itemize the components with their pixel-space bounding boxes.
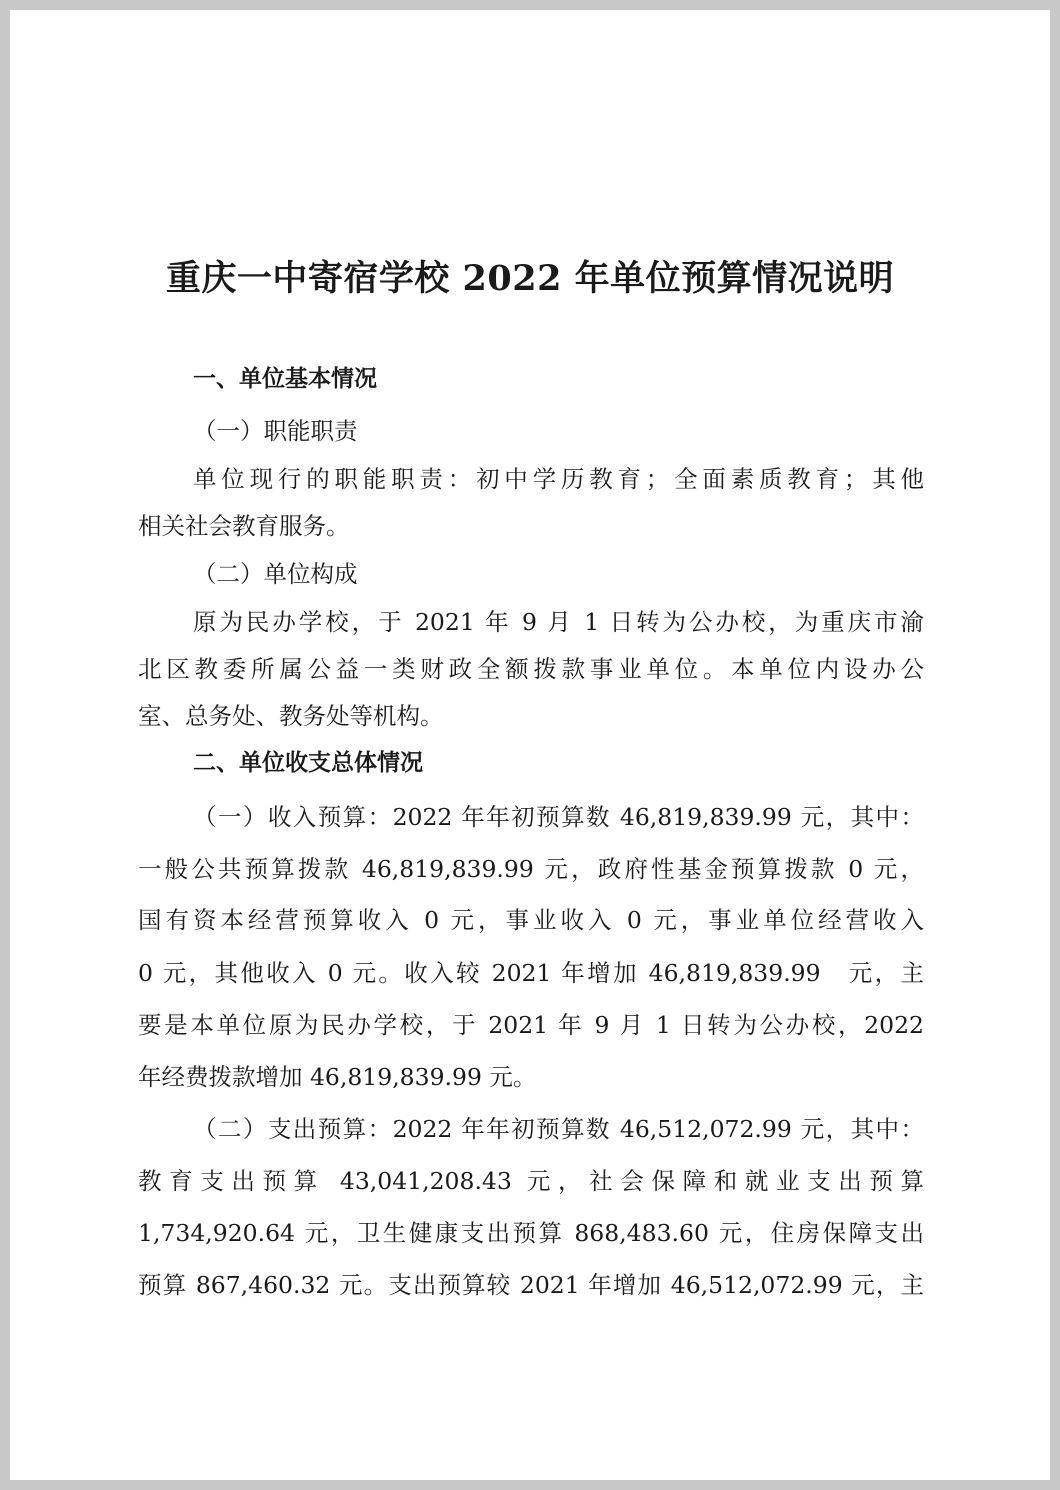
paragraph-line: 1,734,920.64 元，卫生健康支出预算 868,483.60 元，住房保障支出: [138, 1219, 924, 1247]
paragraph-line: 教育支出预算 43,041,208.43 元，社会保障和就业支出预算: [138, 1167, 924, 1195]
paragraph-line: 一般公共预算拨款 46,819,839.99 元，政府性基金预算拨款 0 元，: [138, 855, 924, 883]
paragraph-line: 要是本单位原为民办学校，于 2021 年 9 月 1 日转为公办校，2022: [138, 1011, 924, 1039]
subsection-heading-composition: （二）单位构成: [193, 560, 358, 588]
paragraph-line: 相关社会教育服务。: [138, 512, 350, 540]
paragraph-line: 室、总务处、教务处等机构。: [138, 702, 444, 730]
section-heading-1: 一、单位基本情况: [193, 366, 377, 392]
paragraph-line: 0 元，其他收入 0 元。收入较 2021 年增加 46,819,839.99 元，主: [138, 959, 924, 987]
paragraph-line: （一）收入预算：2022 年年初预算数 46,819,839.99 元，其中：: [193, 803, 924, 831]
paragraph-line: 原为民办学校，于 2021 年 9 月 1 日转为公办校，为重庆市渝: [193, 608, 924, 636]
section-heading-2: 二、单位收支总体情况: [193, 750, 423, 776]
paragraph-line: （二）支出预算：2022 年年初预算数 46,512,072.99 元，其中：: [193, 1115, 924, 1143]
document-page: [10, 10, 1050, 1480]
paragraph-line: 单位现行的职能职责：初中学历教育；全面素质教育；其他: [193, 465, 924, 493]
subsection-heading-duties: （一）职能职责: [193, 417, 358, 445]
paragraph-line: 国有资本经营预算收入 0 元，事业收入 0 元，事业单位经营收入: [138, 906, 924, 934]
paragraph-line: 预算 867,460.32 元。支出预算较 2021 年增加 46,512,072.99 元，主: [138, 1271, 924, 1299]
paragraph-line: 年经费拨款增加 46,819,839.99 元。: [138, 1063, 537, 1091]
document-title: 重庆一中寄宿学校 2022 年单位预算情况说明: [165, 258, 895, 299]
paragraph-line: 北区教委所属公益一类财政全额拨款事业单位。本单位内设办公: [138, 655, 924, 683]
